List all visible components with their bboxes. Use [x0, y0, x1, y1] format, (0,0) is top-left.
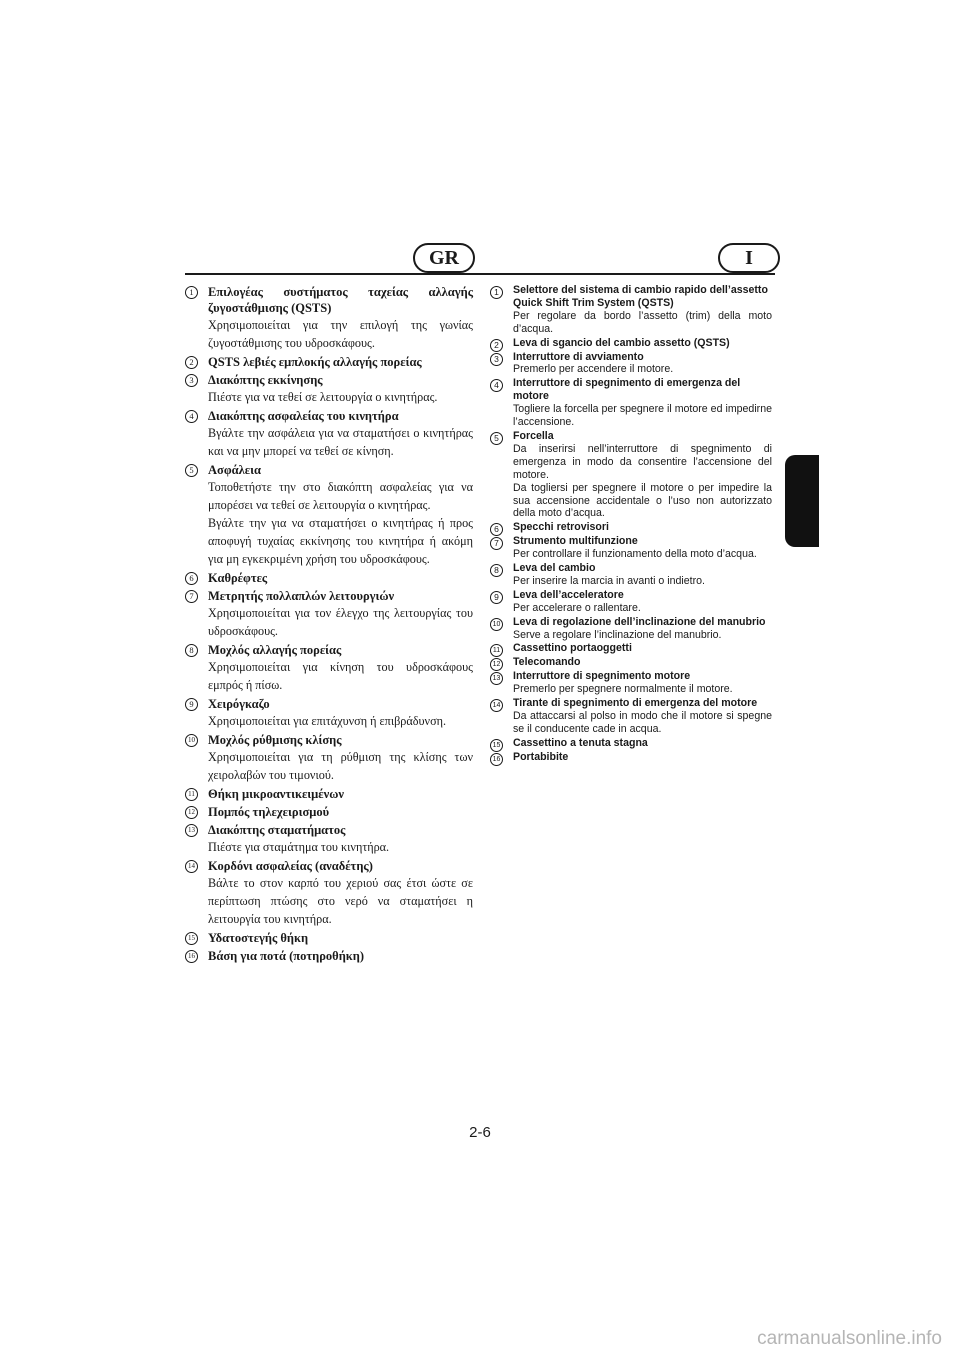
- item-title: Telecomando: [513, 656, 581, 669]
- legend-item: [185, 948, 473, 964]
- item-number: 4: [490, 379, 503, 392]
- legend-item: [185, 372, 473, 406]
- item-title: Forcella: [513, 429, 554, 442]
- item-number: 16: [185, 950, 198, 963]
- header-rule: [185, 273, 775, 275]
- legend-item: [185, 588, 473, 640]
- item-description: Da togliersi per spegnere il motore o per impedire la sua accensione accidentale o l’uso non autorizzato della moto d’acqua.: [513, 481, 772, 520]
- legend-item: [185, 354, 473, 370]
- item-title: Specchi retrovisori: [513, 521, 609, 534]
- item-number: 6: [490, 523, 503, 536]
- item-description: Πιέστε για σταμάτημα του κινητήρα.: [208, 840, 390, 854]
- item-number: 10: [490, 618, 503, 631]
- legend-item: [185, 786, 473, 802]
- item-title: Leva dell’acceleratore: [513, 588, 624, 601]
- item-number: 15: [185, 932, 198, 945]
- item-number: 8: [185, 644, 198, 657]
- page-number: 2-6: [469, 1124, 491, 1141]
- item-description: Βγάλτε την για να σταματήσει ο κινητήρας ή προς αποφυγή τυχαίας εκκίνησης του κινητήρα ή ακόμη για μη εγκεκριμένη χρήση του υδροσκάφους.: [208, 516, 473, 566]
- item-number: 1: [185, 286, 198, 299]
- item-title: QSTS λεβιές εμπλοκής αλλαγής πορείας: [208, 355, 422, 369]
- item-title: Leva del cambio: [513, 562, 596, 575]
- item-number: 13: [490, 672, 503, 685]
- legend-item: [185, 570, 473, 586]
- item-number: 11: [490, 644, 503, 657]
- legend-item: [490, 737, 772, 750]
- page-header: [185, 243, 775, 277]
- item-number: 11: [185, 788, 198, 801]
- item-title: Επιλογέας συστήματος ταχείας αλλαγής ζυγοστάθμισης (QSTS): [208, 285, 473, 315]
- item-number: 16: [490, 753, 503, 766]
- item-description: Βγάλτε την ασφάλεια για να σταματήσει ο κινητήρας και να μην μπορεί να τεθεί σε κίνηση.: [208, 426, 473, 458]
- item-title: Μετρητής πολλαπλών λειτουργιών: [208, 589, 395, 603]
- item-title: Χειρόγκαζο: [208, 697, 270, 711]
- item-title: Portabibite: [513, 750, 569, 763]
- item-description: Βάλτε το στον καρπό του χεριού σας έτσι ώστε σε περίπτωση πτώσης στο νερό να σταματήσει η λειτουργία του κινητήρα.: [208, 876, 473, 926]
- legend-item: [185, 408, 473, 460]
- legend-item: [490, 562, 772, 588]
- legend-item: [490, 616, 772, 642]
- item-description: Per controllare il funzionamento della moto d’acqua.: [513, 548, 757, 561]
- item-title: Διακόπτης σταματήματος: [208, 823, 346, 837]
- item-number: 15: [490, 739, 503, 752]
- item-title: Διακόπτης εκκίνησης: [208, 373, 323, 387]
- legend-item: [185, 642, 473, 694]
- item-description: Χρησιμοποιείται για την επιλογή της γωνίας ζυγοστάθμισης του υδροσκάφους.: [208, 318, 473, 350]
- item-number: 2: [490, 339, 503, 352]
- legend-item: [490, 337, 772, 350]
- item-description: Da inserirsi nell’interruttore di spegnimento di emergenza in modo da consentire l’accensione del motore.: [513, 442, 772, 481]
- item-description: Πιέστε για να τεθεί σε λειτουργία ο κινητήρας.: [208, 390, 438, 404]
- item-description: Τοποθετήστε την στο διακόπτη ασφαλείας για να μπορέσει να τεθεί σε λειτουργία ο κινητήρας.: [208, 480, 473, 512]
- item-number: 14: [185, 860, 198, 873]
- item-number: 3: [185, 374, 198, 387]
- legend-item: [490, 351, 772, 377]
- item-description: Χρησιμοποιείται για τον έλεγχο της λειτουργίας του υδροσκάφους.: [208, 606, 473, 638]
- legend-item: [185, 930, 473, 946]
- item-description: Χρησιμοποιείται για τη ρύθμιση της κλίσης των χειρολαβών του τιμονιού.: [208, 750, 473, 782]
- item-description: Per accelerare o rallentare.: [513, 601, 641, 614]
- legend-item: [185, 804, 473, 820]
- language-badge-greek: GR: [413, 243, 475, 273]
- legend-item: [490, 751, 772, 764]
- item-description: Per inserire la marcia in avanti o indietro.: [513, 574, 705, 587]
- item-description: Premerlo per accendere il motore.: [513, 363, 674, 376]
- greek-legend-column: [185, 284, 473, 966]
- item-number: 12: [185, 806, 198, 819]
- legend-item: [490, 670, 772, 696]
- item-title: Interruttore di spegnimento di emergenza del motore: [513, 377, 741, 403]
- item-number: 2: [185, 356, 198, 369]
- item-title: Leva di regolazione dell’inclinazione del manubrio: [513, 615, 766, 628]
- item-number: 14: [490, 699, 503, 712]
- item-description: Per regolare da bordo l’assetto (trim) della moto d’acqua.: [513, 309, 772, 335]
- item-title: Μοχλός ρύθμισης κλίσης: [208, 733, 342, 747]
- item-title: Καθρέφτες: [208, 571, 268, 585]
- legend-item: [185, 696, 473, 730]
- legend-item: [490, 284, 772, 336]
- item-number: 7: [185, 590, 198, 603]
- item-number: 10: [185, 734, 198, 747]
- item-number: 5: [490, 432, 503, 445]
- legend-item: [185, 284, 473, 352]
- item-number: 8: [490, 564, 503, 577]
- legend-item: [490, 697, 772, 736]
- item-title: Strumento multifunzione: [513, 535, 638, 548]
- watermark-text: carmanualsonline.info: [757, 1328, 942, 1349]
- item-title: Tirante di spegnimento di emergenza del motore: [513, 697, 758, 710]
- item-number: 5: [185, 464, 198, 477]
- item-title: Κορδόνι ασφαλείας (αναδέτης): [208, 859, 373, 873]
- legend-item: [185, 462, 473, 568]
- legend-item: [490, 535, 772, 561]
- italian-legend-column: [490, 284, 772, 765]
- item-number: 9: [490, 591, 503, 604]
- item-title: Cassettino a tenuta stagna: [513, 736, 648, 749]
- item-title: Μοχλός αλλαγής πορείας: [208, 643, 342, 657]
- chapter-side-tab: [785, 455, 819, 547]
- item-title: Βάση για ποτά (ποτηροθήκη): [208, 949, 365, 963]
- legend-item: [490, 521, 772, 534]
- legend-item: [490, 377, 772, 429]
- item-title: Πομπός τηλεχειρισμού: [208, 805, 330, 819]
- item-title: Υδατοστεγής θήκη: [208, 931, 309, 945]
- item-number: 6: [185, 572, 198, 585]
- item-title: Selettore del sistema di cambio rapido dell’assetto Quick Shift Trim System (QSTS): [513, 284, 768, 309]
- item-number: 1: [490, 286, 503, 299]
- item-description: Χρησιμοποιείται για επιτάχυνση ή επιβράδυνση.: [208, 714, 447, 728]
- item-number: 9: [185, 698, 198, 711]
- legend-item: [185, 858, 473, 928]
- item-title: Cassettino portaoggetti: [513, 642, 632, 655]
- legend-item: [490, 589, 772, 615]
- item-title: Θήκη μικροαντικειμένων: [208, 787, 344, 801]
- item-description: Serve a regolare l’inclinazione del manubrio.: [513, 628, 722, 641]
- item-number: 3: [490, 353, 503, 366]
- language-badge-italian: I: [718, 243, 780, 273]
- item-number: 7: [490, 537, 503, 550]
- item-title: Ασφάλεια: [208, 463, 261, 477]
- legend-item: [490, 642, 772, 655]
- item-number: 12: [490, 658, 503, 671]
- item-title: Διακόπτης ασφαλείας του κινητήρα: [208, 409, 399, 423]
- legend-item: [490, 430, 772, 520]
- item-description: Togliere la forcella per spegnere il motore ed impedirne l’accensione.: [513, 403, 772, 429]
- item-number: 13: [185, 824, 198, 837]
- item-description: Premerlo per spegnere normalmente il motore.: [513, 683, 733, 696]
- item-title: Leva di sgancio del cambio assetto (QSTS): [513, 336, 730, 349]
- item-title: Interruttore di avviamento: [513, 350, 644, 363]
- item-title: Interruttore di spegnimento motore: [513, 670, 691, 683]
- item-description: Da attaccarsi al polso in modo che il motore si spegne se il conducente cade in acqua.: [513, 710, 772, 735]
- item-number: 4: [185, 410, 198, 423]
- legend-item: [490, 656, 772, 669]
- item-description: Χρησιμοποιείται για κίνηση του υδροσκάφους εμπρός ή πίσω.: [208, 660, 473, 692]
- legend-item: [185, 732, 473, 784]
- legend-item: [185, 822, 473, 856]
